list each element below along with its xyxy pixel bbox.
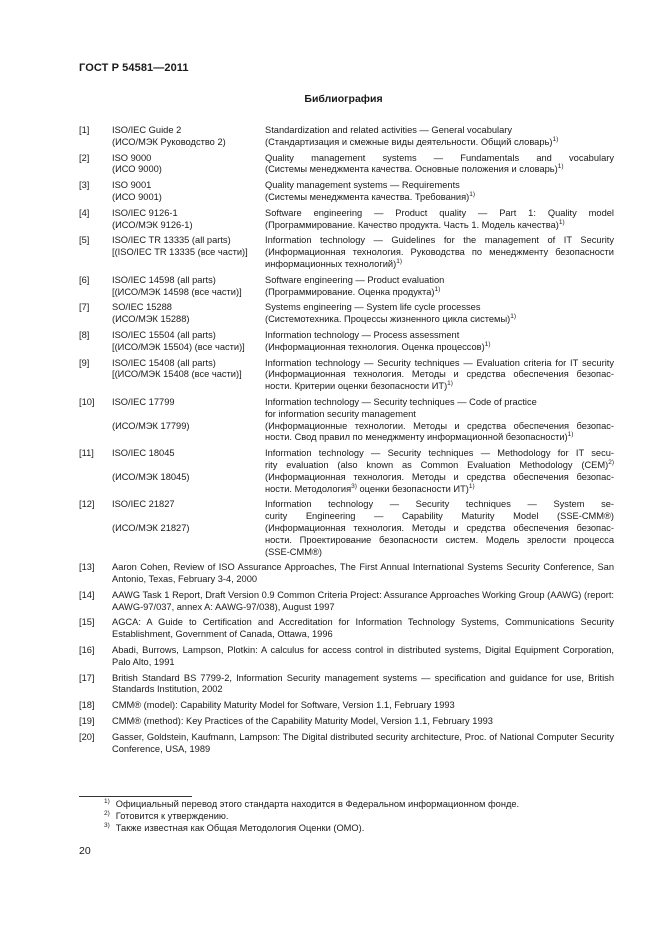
- footnote-text: Готовится к утверждению.: [115, 810, 229, 821]
- description-text: (Информационная технология. Руководства по менеджменту безопасности: [265, 247, 614, 258]
- description-line: [265, 535, 614, 547]
- description-line: [265, 369, 614, 381]
- description-line: [265, 180, 614, 192]
- bibliography-entry: [79, 397, 614, 444]
- description-text: (Информационная технология. Методы и средства обеспечения безопас-: [265, 522, 614, 533]
- description-text: Information technology — Process assessment: [265, 329, 460, 340]
- entry-standard-code: [112, 302, 265, 326]
- description-text: for information security management: [265, 408, 416, 419]
- footnote-ref: 2): [608, 458, 614, 466]
- entry-number: [6]: [79, 274, 90, 285]
- footnote: [104, 823, 519, 835]
- description-line: [265, 287, 614, 299]
- entry-description: [265, 153, 614, 177]
- description-text: (Системы менеджмента качества. Основные положения и словарь): [265, 164, 558, 175]
- footnote-ref: 1): [469, 190, 476, 198]
- entry-text: CMM® (method): Key Practices of the Capability Maturity Model, Version 1.1, February 1993: [112, 716, 493, 727]
- description-line: [265, 314, 614, 326]
- footnote-ref: 1): [557, 163, 564, 171]
- entry-text: AGCA: A Guide to Certification and Accreditation for Information Technology Systems, Communications Security Establishment, Government of Canada, Ottawa, 1996: [112, 617, 614, 640]
- entry-number: [20]: [79, 731, 95, 742]
- bibliography-entry: [79, 562, 614, 586]
- description-text: (Информационная технология. Методы и средства обеспечения безопас-: [265, 369, 614, 380]
- standard-code-line: [(ISO/IEC TR 13335 (все части)]: [112, 247, 248, 258]
- footnote-text: Также известная как Общая Методология Оценки (ОМО).: [115, 822, 365, 833]
- description-line: [265, 547, 614, 559]
- footnote-ref: 1): [484, 340, 491, 348]
- description-text: Information technology — Security techniques — Code of practice: [265, 396, 537, 407]
- description-text: (Информационная технология. Оценка процессов): [265, 341, 485, 352]
- bibliography-entry: [79, 716, 614, 728]
- entry-standard-code: [112, 397, 265, 444]
- description-line: [265, 511, 614, 523]
- entry-number: [18]: [79, 700, 95, 711]
- entry-standard-code: [112, 235, 265, 270]
- standard-code-line: ISO/IEC 9126-1: [112, 207, 178, 218]
- entry-standard-code: [112, 448, 265, 495]
- description-text: Standardization and related activities — General vocabulary: [265, 125, 513, 135]
- footnote-ref: 1): [552, 135, 559, 143]
- description-text: (Системотехника. Процессы жизненного цикла системы): [265, 314, 511, 325]
- entry-number: [5]: [79, 235, 90, 246]
- standard-code-line: (ИСО 9001): [112, 191, 162, 202]
- document-header: ГОСТ Р 54581—2011: [79, 62, 189, 74]
- standard-code-line: (ИСО/МЭК 15288): [112, 314, 190, 325]
- description-line: [265, 397, 614, 409]
- standard-code-line: [112, 409, 265, 421]
- bibliography-entry: [79, 732, 614, 756]
- entry-number: [11]: [79, 448, 94, 459]
- description-text: curity Engineering — Capability Maturity Model (SSE-CMM®): [265, 511, 614, 522]
- description-line: [265, 342, 614, 354]
- bibliography-entry: [79, 700, 614, 712]
- bibliography-entry: [79, 617, 614, 641]
- entry-description: [265, 275, 614, 299]
- entry-description: [265, 330, 614, 354]
- bibliography-entry: [79, 590, 614, 614]
- entry-text: British Standard BS 7799-2, Information Security management systems — specification and guidance for use, British Standards Institution, 2002: [112, 672, 614, 695]
- standard-code-line: (ИСО/МЭК 18045): [112, 471, 190, 482]
- standard-code-line: ISO 9001: [112, 180, 152, 191]
- entry-number: [7]: [79, 302, 90, 313]
- entry-standard-code: [112, 153, 265, 177]
- standard-code-line: [(ИСО/МЭК 14598 (все части)]: [112, 286, 242, 297]
- description-line: [265, 448, 614, 460]
- entry-standard-code: [112, 358, 265, 393]
- footnotes: [104, 799, 519, 834]
- standard-code-line: ISO/IEC TR 13335 (all parts): [112, 235, 231, 246]
- footnote: [104, 811, 519, 823]
- description-text: (Системы менеджмента качества. Требования): [265, 191, 470, 202]
- description-line: [265, 381, 614, 393]
- standard-code-line: [(ИСО/МЭК 15504) (все части)]: [112, 341, 245, 352]
- footnote-ref: 1): [447, 380, 453, 388]
- section-title: Библиография: [304, 93, 383, 105]
- page-number: 20: [79, 845, 91, 857]
- description-text: Software engineering — Product evaluation: [265, 274, 445, 285]
- standard-code-line: (ИСО/МЭК 21827): [112, 522, 190, 533]
- bibliography-entry: [79, 673, 614, 697]
- description-line: [265, 302, 614, 314]
- description-text: ности. Свод правил по менеджменту информационной безопасности): [265, 432, 568, 443]
- entry-number: [9]: [79, 357, 90, 368]
- standard-code-line: [112, 460, 265, 472]
- description-text: оценки безопасности ИТ): [356, 483, 469, 494]
- description-line: [265, 421, 614, 433]
- footnote-mark: 1): [104, 798, 110, 805]
- entry-text: Gasser, Goldstein, Kaufmann, Lampson: The Digital distributed security architecture, Proc. of National Computer Security Conference, USA, 1989: [112, 731, 614, 754]
- standard-code-line: [112, 511, 265, 523]
- standard-code-line: ISO 9000: [112, 152, 152, 163]
- entry-number: [17]: [79, 672, 95, 683]
- description-text: (Стандартизация и смежные виды деятельности. Общий словарь): [265, 136, 553, 147]
- description-line: [265, 432, 614, 444]
- description-line: [265, 499, 614, 511]
- footnote-ref: 1): [396, 257, 402, 265]
- entry-standard-code: [112, 180, 265, 204]
- description-line: [265, 164, 614, 176]
- description-line: [265, 409, 614, 421]
- standard-code-line: ISO/IEC 14598 (all parts): [112, 274, 216, 285]
- description-text: Information technology — Guidelines for the management of IT Security: [265, 235, 614, 246]
- description-line: [265, 235, 614, 247]
- footnote-ref: 1): [558, 218, 565, 226]
- description-text: (Информационная технология. Методы и средства обеспечения безопас-: [265, 471, 614, 482]
- description-line: [265, 192, 614, 204]
- description-text: ности. Методология: [265, 483, 352, 494]
- description-line: [265, 330, 614, 342]
- entry-text: Aaron Cohen, Review of ISO Assurance Approaches, The First Annual International Systems Security Conference, San Antonio, Texas, February 3-4, 2000: [112, 562, 614, 585]
- entry-standard-code: [112, 499, 265, 558]
- standard-code-line: ISO/IEC 15504 (all parts): [112, 329, 216, 340]
- standard-code-line: ISO/IEC Guide 2: [112, 125, 182, 135]
- entry-description: [265, 397, 614, 444]
- footnote-ref: 1): [434, 285, 441, 293]
- footnote-text: Официальный перевод этого стандарта находится в Федеральном информационном фонде.: [115, 799, 520, 809]
- description-line: [265, 259, 614, 271]
- description-line: [265, 472, 614, 484]
- description-text: ности. Проектирование безопасности систем. Модель зрелости процесса: [265, 534, 614, 545]
- description-line: [265, 484, 614, 496]
- entry-number: [4]: [79, 207, 90, 218]
- description-line: [265, 523, 614, 535]
- description-line: [265, 358, 614, 370]
- description-text: (Программирование. Оценка продукта): [265, 286, 435, 297]
- description-line: [265, 247, 614, 259]
- description-text: Quality management systems — Requirements: [265, 180, 460, 191]
- entry-description: [265, 448, 614, 495]
- standard-code-line: [(ИСО/МЭК 15408 (все части)]: [112, 369, 242, 380]
- bibliography-entry: [79, 499, 614, 558]
- description-text: rity evaluation (also known as Common Evaluation Methodology (CEM): [265, 459, 609, 470]
- entry-number: [19]: [79, 716, 95, 727]
- footnote-mark: 3): [104, 821, 110, 829]
- bibliography-entry: [79, 448, 614, 495]
- standard-code-line: (ИСО/МЭК 9126-1): [112, 219, 193, 230]
- entry-number: [1]: [79, 125, 90, 135]
- description-text: Software engineering — Product quality — Part 1: Quality model: [265, 207, 614, 218]
- description-text: Quality management systems — Fundamentals and vocabulary: [265, 152, 614, 163]
- description-text: (Информационные технологии. Методы и средства обеспечения безопас-: [265, 420, 614, 431]
- entry-number: [2]: [79, 152, 90, 163]
- description-text: (Программирование. Качество продукта. Часть 1. Модель качества): [265, 219, 559, 230]
- footnote-separator: [79, 796, 192, 797]
- footnote-ref: 1): [510, 313, 517, 321]
- standard-code-line: ISO/IEC 15408 (all parts): [112, 357, 216, 368]
- entry-text: CMM® (model): Capability Maturity Model for Software, Version 1.1, February 1993: [112, 700, 455, 711]
- bibliography-entry: [79, 125, 614, 149]
- bibliography-entry: [79, 275, 614, 299]
- description-line: [265, 220, 614, 232]
- standard-code-line: ISO/IEC 21827: [112, 499, 175, 510]
- footnote-ref: 1): [468, 482, 475, 490]
- entry-standard-code: [112, 125, 265, 149]
- entry-number: [13]: [79, 562, 95, 573]
- entry-number: [16]: [79, 645, 95, 656]
- bibliography-entry: [79, 645, 614, 669]
- standard-code-line: ISO/IEC 17799: [112, 396, 175, 407]
- entry-description: [265, 180, 614, 204]
- bibliography-entry: [79, 358, 614, 393]
- standard-code-line: (ИСО/МЭК Руководство 2): [112, 136, 226, 147]
- entry-number: [15]: [79, 617, 95, 628]
- entry-description: [265, 358, 614, 393]
- standard-code-line: ISO/IEC 18045: [112, 448, 175, 459]
- entry-description: [265, 125, 614, 149]
- entry-number: [3]: [79, 180, 90, 191]
- description-text: Information technology — Security techniques — Evaluation criteria for IT security: [265, 357, 614, 368]
- entry-number: [10]: [79, 396, 95, 407]
- description-line: [265, 460, 614, 472]
- footnote-mark: 2): [104, 809, 110, 817]
- entry-standard-code: [112, 208, 265, 232]
- entry-text: Abadi, Burrows, Lampson, Plotkin: A calculus for access control in distributed systems, Digital Equipment Corporation, Palo Alto, 1991: [112, 645, 614, 667]
- description-text: информационных технологий): [265, 258, 397, 269]
- entry-description: [265, 235, 614, 270]
- entry-standard-code: [112, 330, 265, 354]
- entry-number: [12]: [79, 499, 95, 510]
- description-line: [265, 125, 614, 137]
- bibliography-entry: [79, 330, 614, 354]
- entry-number: [8]: [79, 329, 90, 340]
- standard-code-line: SO/IEC 15288: [112, 302, 172, 313]
- bibliography-entry: [79, 208, 614, 232]
- entry-standard-code: [112, 275, 265, 299]
- standard-code-line: (ИСО 9000): [112, 164, 162, 175]
- entry-description: [265, 302, 614, 326]
- entry-number: [14]: [79, 589, 95, 600]
- bibliography-list: [79, 125, 614, 759]
- description-text: Systems engineering — System life cycle processes: [265, 302, 481, 313]
- description-text: Information technology — Security techniques — System se-: [265, 499, 614, 510]
- entry-description: [265, 499, 614, 558]
- footnote-ref: 3): [351, 482, 357, 490]
- description-text: (SSE-CMM®): [265, 546, 322, 557]
- footnote: [104, 799, 519, 811]
- bibliography-entry: [79, 235, 614, 270]
- description-text: Information technology — Security techniques — Methodology for IT secu-: [265, 448, 614, 459]
- bibliography-entry: [79, 180, 614, 204]
- description-line: [265, 137, 614, 149]
- footnote-ref: 1): [567, 431, 574, 439]
- description-text: ности. Критерии оценки безопасности ИТ): [265, 381, 448, 392]
- standard-code-line: (ИСО/МЭК 17799): [112, 420, 190, 431]
- entry-text: AAWG Task 1 Report, Draft Version 0.9 Common Criteria Project: Assurance Approaches Working Group (AAWG) (report: AAWG-97/037, annex A: AAWG-97/038), August 1997: [112, 589, 614, 612]
- bibliography-entry: [79, 302, 614, 326]
- entry-description: [265, 208, 614, 232]
- bibliography-entry: [79, 153, 614, 177]
